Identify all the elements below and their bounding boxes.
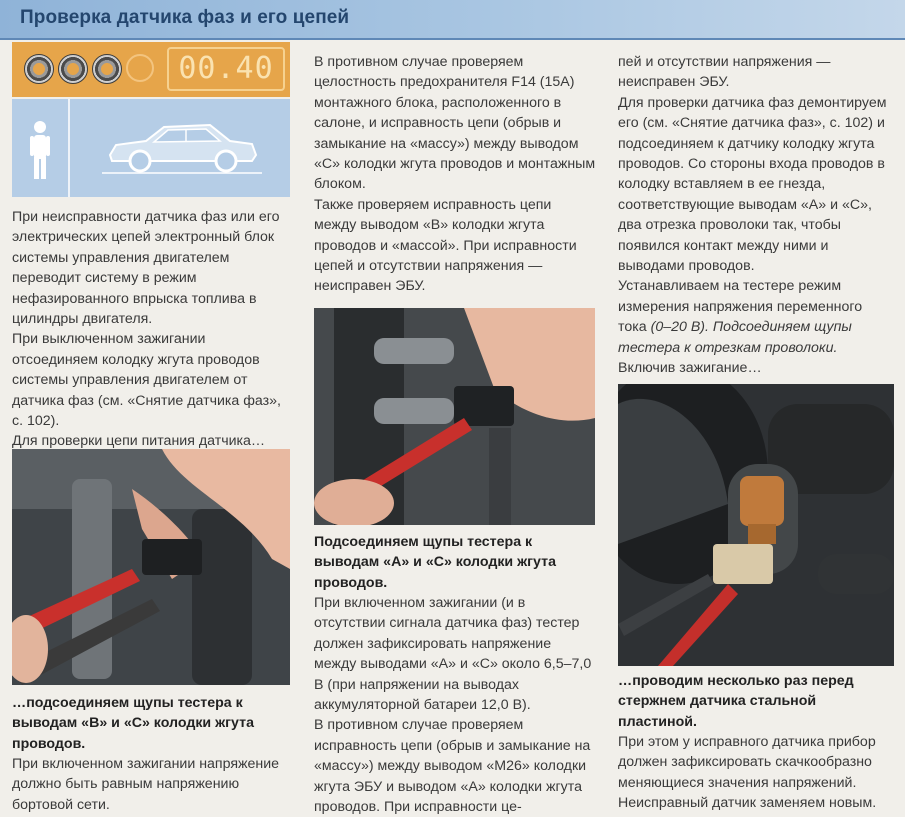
column-3-text	[618, 52, 894, 379]
car-icon	[102, 111, 262, 181]
paragraph: пей и отсутствии напряжения — неисправен ЭБУ.	[618, 54, 831, 91]
column-2-text	[314, 52, 597, 297]
photo-sensor-steel-plate	[618, 384, 894, 666]
person-cell	[12, 99, 70, 197]
column-1-text	[12, 207, 293, 452]
paragraph: При неисправности датчика фаз или его электрических цепей электронный блок системы управления двигателем переводит систему в режим нефазированного впрыска топлива в цилиндры двигателя.	[12, 209, 280, 328]
wrench-icon	[24, 54, 54, 84]
paragraph: Включив зажигание…	[618, 360, 762, 377]
wrench-icon-inactive	[126, 54, 154, 82]
paragraph: При включенном зажигании напряжение должно быть равным напряжению бортовой сети.	[12, 756, 280, 813]
column-3-text-bottom	[618, 732, 894, 814]
person-icon	[12, 99, 68, 197]
column-1-text-bottom	[12, 754, 293, 815]
requirements-bar	[12, 99, 290, 197]
paragraph: При выключенном зажигании отсоединяем колодку жгута проводов системы управления двигателем от датчика фаз (см. «Снятие датчика фаз», с. 102).	[12, 331, 282, 430]
text-span-italic: (0–20 В). Подсоединяем щупы тестера к отрезкам проволоки.	[618, 319, 852, 356]
paragraph: При включенном зажигании (и в отсутствии сигнала датчика фаз) тестер должен зафиксировать напряжение между выводами «А» и «С» около 6,5–7,0 В (при напряжении на выводах аккумуляторной батареи 12,0 В).	[314, 595, 592, 714]
section-title: Проверка датчика фаз и его цепей	[20, 7, 350, 28]
info-panel	[12, 42, 290, 197]
photo-illustration	[12, 449, 290, 685]
photo-tester-probes-b-c	[12, 449, 290, 685]
column-2-text-bottom	[314, 593, 597, 817]
difficulty-bar	[12, 42, 290, 97]
text-span: Устанавливаем на тестере режим измерения напряжения переменного тока	[618, 278, 863, 336]
wrench-icon	[58, 54, 88, 84]
section-header	[0, 0, 905, 40]
paragraph	[618, 276, 894, 358]
paragraph: Также проверяем исправность цепи между выводом «В» колодки жгута проводов и «массой». При исправности цепей и отсутствии напряжения — неисправен ЭБУ.	[314, 196, 577, 295]
paragraph: В противном случае проверяем исправность цепи (обрыв и замыкание на «массу») между выводом «М26» колодки жгута ЭБУ и выводом «А» колодки жгута проводов. При исправности це-	[314, 717, 591, 816]
photo-caption: Подсоединяем щупы тестера к выводам «А» и «С» колодки жгута проводов.	[314, 534, 556, 591]
paragraph: В противном случае проверяем целостность предохранителя F14 (15А) монтажного блока, расположенного в салоне, и исправность цепи (обрыв и замыкание на «массу») между выводом «С» колодки жгута проводов и монтажным блоком.	[314, 54, 596, 193]
photo-caption: …проводим несколько раз перед стержнем датчика стальной пластиной.	[618, 673, 854, 730]
photo-illustration	[618, 384, 894, 666]
paragraph: При этом у исправного датчика прибор должен зафиксировать скачкообразно меняющиеся значения напряжений.	[618, 734, 876, 791]
photo-tester-probes-a-c	[314, 308, 595, 525]
time-display: 00.40	[167, 47, 285, 91]
paragraph: Неисправный датчик заменяем новым.	[618, 795, 877, 812]
paragraph: Для проверки датчика фаз демонтируем его (см. «Снятие датчика фаз», с. 102) и подсоединяем к датчику колодку жгута проводов. Со стороны входа проводов в колодку вставляем в ее гнезда, соответствующие выводам «А» и «С», два отрезка проволоки так, чтобы появился контакт между ними и выводами проводов.	[618, 94, 887, 275]
photo-caption: …подсоединяем щупы тестера к выводам «В» и «С» колодки жгута проводов.	[12, 695, 254, 752]
paragraph: Для проверки цепи питания датчика…	[12, 433, 266, 450]
wrench-icon	[92, 54, 122, 84]
photo-illustration	[314, 308, 595, 525]
